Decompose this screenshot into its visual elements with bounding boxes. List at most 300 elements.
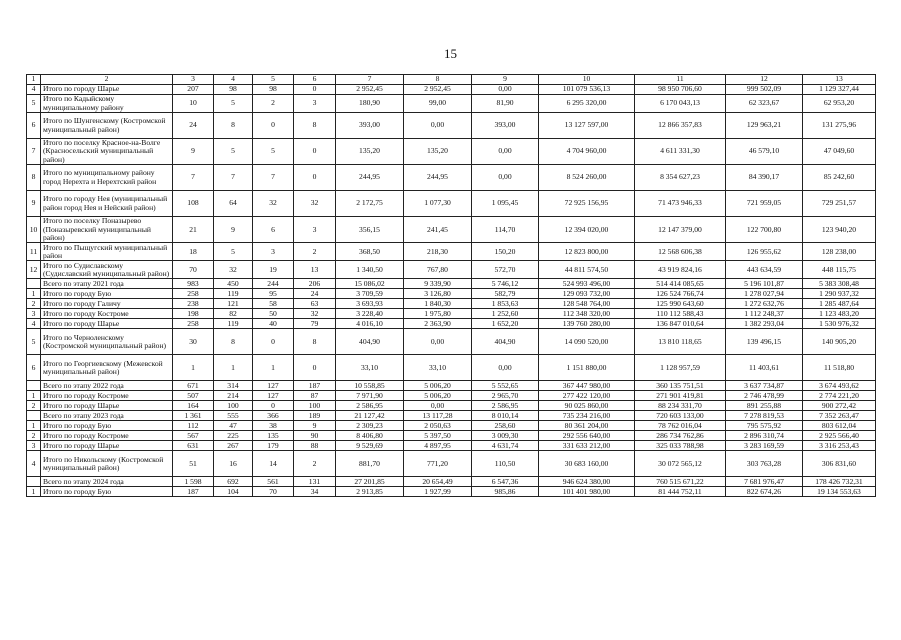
value-cell: 1 290 937,32 bbox=[803, 289, 876, 299]
table-row bbox=[27, 477, 876, 487]
value-cell: 6 295 320,00 bbox=[539, 95, 635, 113]
header-cell: 2 bbox=[41, 75, 173, 85]
row-index-cell: 2 bbox=[27, 401, 41, 411]
table-row bbox=[27, 261, 876, 279]
table-row bbox=[27, 289, 876, 299]
value-cell: 123 940,20 bbox=[803, 217, 876, 243]
value-cell: 448 115,75 bbox=[803, 261, 876, 279]
value-cell: 8 bbox=[214, 329, 253, 355]
value-cell: 32 bbox=[214, 261, 253, 279]
value-cell: 12 823 800,00 bbox=[539, 243, 635, 261]
value-cell: 2 050,63 bbox=[404, 421, 472, 431]
header-cell: 13 bbox=[803, 75, 876, 85]
row-name-cell: Итого по поселку Поназырево (Поназыревский муниципальный район) bbox=[41, 217, 173, 243]
row-name-cell: Итого по Кадыйскому муниципальному району bbox=[41, 95, 173, 113]
value-cell: 2 bbox=[294, 451, 336, 477]
value-cell: 8 010,14 bbox=[472, 411, 539, 421]
value-cell: 1 340,50 bbox=[336, 261, 404, 279]
value-cell: 16 bbox=[214, 451, 253, 477]
value-cell: 80 361 204,00 bbox=[539, 421, 635, 431]
value-cell: 129 093 732,00 bbox=[539, 289, 635, 299]
value-cell: 98 950 706,60 bbox=[635, 85, 726, 95]
row-name-cell: Итого по Судиславскому (Судиславский муниципальный район) bbox=[41, 261, 173, 279]
value-cell: 121 bbox=[214, 299, 253, 309]
header-cell: 12 bbox=[726, 75, 803, 85]
value-cell: 0,00 bbox=[404, 401, 472, 411]
value-cell: 110 112 588,43 bbox=[635, 309, 726, 319]
value-cell: 13 810 118,65 bbox=[635, 329, 726, 355]
row-name-cell: Итого по Черноленскому (Костромской муниципальный район) bbox=[41, 329, 173, 355]
value-cell: 225 bbox=[214, 431, 253, 441]
value-cell: 9 bbox=[214, 217, 253, 243]
value-cell: 1 129 327,44 bbox=[803, 85, 876, 95]
value-cell: 3 bbox=[294, 95, 336, 113]
table-row bbox=[27, 95, 876, 113]
header-cell: 6 bbox=[294, 75, 336, 85]
header-cell: 3 bbox=[173, 75, 214, 85]
header-cell: 1 bbox=[27, 75, 41, 85]
table-row bbox=[27, 217, 876, 243]
value-cell: 90 bbox=[294, 431, 336, 441]
value-cell: 27 201,85 bbox=[336, 477, 404, 487]
value-cell: 4 897,95 bbox=[404, 441, 472, 451]
value-cell: 24 bbox=[173, 113, 214, 139]
value-cell: 771,20 bbox=[404, 451, 472, 477]
value-cell: 21 bbox=[173, 217, 214, 243]
value-cell: 241,45 bbox=[404, 217, 472, 243]
row-name-cell: Итого по городу Шарье bbox=[41, 401, 173, 411]
value-cell: 131 bbox=[294, 477, 336, 487]
row-name-cell: Итого по Никольскому (Костромской муниципальный район) bbox=[41, 451, 173, 477]
row-name-cell: Всего по этапу 2021 года bbox=[41, 279, 173, 289]
value-cell: 51 bbox=[173, 451, 214, 477]
value-cell: 3 228,40 bbox=[336, 309, 404, 319]
value-cell: 767,80 bbox=[404, 261, 472, 279]
table-row bbox=[27, 487, 876, 497]
table-row bbox=[27, 329, 876, 355]
value-cell: 0,00 bbox=[404, 329, 472, 355]
row-index-cell bbox=[27, 477, 41, 487]
table-row bbox=[27, 165, 876, 191]
value-cell: 71 473 946,33 bbox=[635, 191, 726, 217]
value-cell: 404,90 bbox=[336, 329, 404, 355]
value-cell: 1 853,63 bbox=[472, 299, 539, 309]
value-cell: 214 bbox=[214, 391, 253, 401]
value-cell: 238 bbox=[173, 299, 214, 309]
value-cell: 1 252,60 bbox=[472, 309, 539, 319]
row-name-cell: Итого по Пыщугский муниципальный район bbox=[41, 243, 173, 261]
value-cell: 13 117,28 bbox=[404, 411, 472, 421]
value-cell: 1 112 248,37 bbox=[726, 309, 803, 319]
value-cell: 101 079 536,13 bbox=[539, 85, 635, 95]
value-cell: 1 382 293,04 bbox=[726, 319, 803, 329]
row-index-cell bbox=[27, 279, 41, 289]
value-cell: 128 548 764,00 bbox=[539, 299, 635, 309]
value-cell: 244,95 bbox=[336, 165, 404, 191]
value-cell: 1 975,80 bbox=[404, 309, 472, 319]
value-cell: 140 905,20 bbox=[803, 329, 876, 355]
value-cell: 5 746,12 bbox=[472, 279, 539, 289]
value-cell: 258,60 bbox=[472, 421, 539, 431]
value-cell: 2 bbox=[253, 95, 294, 113]
value-cell: 21 127,42 bbox=[336, 411, 404, 421]
header-cell: 8 bbox=[404, 75, 472, 85]
value-cell: 1 840,30 bbox=[404, 299, 472, 309]
value-cell: 760 515 671,22 bbox=[635, 477, 726, 487]
row-index-cell: 4 bbox=[27, 85, 41, 95]
value-cell: 87 bbox=[294, 391, 336, 401]
value-cell: 582,79 bbox=[472, 289, 539, 299]
table-row bbox=[27, 355, 876, 381]
value-cell: 13 127 597,00 bbox=[539, 113, 635, 139]
row-index-cell: 8 bbox=[27, 165, 41, 191]
value-cell: 331 633 212,00 bbox=[539, 441, 635, 451]
value-cell: 7 971,90 bbox=[336, 391, 404, 401]
row-name-cell: Всего по этапу 2024 года bbox=[41, 477, 173, 487]
row-index-cell: 1 bbox=[27, 289, 41, 299]
value-cell: 178 426 732,31 bbox=[803, 477, 876, 487]
value-cell: 4 016,10 bbox=[336, 319, 404, 329]
value-cell: 139 760 280,00 bbox=[539, 319, 635, 329]
value-cell: 6 bbox=[253, 217, 294, 243]
value-cell: 5 bbox=[253, 139, 294, 165]
value-cell: 404,90 bbox=[472, 329, 539, 355]
value-cell: 19 134 553,63 bbox=[803, 487, 876, 497]
value-cell: 721 959,05 bbox=[726, 191, 803, 217]
value-cell: 12 568 606,38 bbox=[635, 243, 726, 261]
value-cell: 303 763,28 bbox=[726, 451, 803, 477]
value-cell: 2 746 478,99 bbox=[726, 391, 803, 401]
value-cell: 572,70 bbox=[472, 261, 539, 279]
value-cell: 5 006,20 bbox=[404, 391, 472, 401]
row-name-cell: Всего по этапу 2022 года bbox=[41, 381, 173, 391]
value-cell: 555 bbox=[214, 411, 253, 421]
value-cell: 1 095,45 bbox=[472, 191, 539, 217]
row-index-cell: 1 bbox=[27, 391, 41, 401]
value-cell: 0 bbox=[253, 113, 294, 139]
row-name-cell: Итого по городу Шарье bbox=[41, 85, 173, 95]
value-cell: 360 135 751,51 bbox=[635, 381, 726, 391]
value-cell: 128 238,00 bbox=[803, 243, 876, 261]
value-cell: 218,30 bbox=[404, 243, 472, 261]
value-cell: 2 952,45 bbox=[404, 85, 472, 95]
value-cell: 63 bbox=[294, 299, 336, 309]
value-cell: 393,00 bbox=[336, 113, 404, 139]
value-cell: 314 bbox=[214, 381, 253, 391]
value-cell: 122 700,80 bbox=[726, 217, 803, 243]
value-cell: 198 bbox=[173, 309, 214, 319]
value-cell: 70 bbox=[253, 487, 294, 497]
value-cell: 5 552,65 bbox=[472, 381, 539, 391]
value-cell: 267 bbox=[214, 441, 253, 451]
value-cell: 8 bbox=[294, 113, 336, 139]
value-cell: 3 709,59 bbox=[336, 289, 404, 299]
value-cell: 6 547,36 bbox=[472, 477, 539, 487]
header-cell: 10 bbox=[539, 75, 635, 85]
value-cell: 131 275,96 bbox=[803, 113, 876, 139]
value-cell: 101 401 980,00 bbox=[539, 487, 635, 497]
value-cell: 30 bbox=[173, 329, 214, 355]
value-cell: 4 611 331,30 bbox=[635, 139, 726, 165]
table-body bbox=[27, 85, 876, 497]
row-index-cell: 4 bbox=[27, 319, 41, 329]
value-cell: 38 bbox=[253, 421, 294, 431]
value-cell: 40 bbox=[253, 319, 294, 329]
value-cell: 900 272,42 bbox=[803, 401, 876, 411]
value-cell: 10 558,85 bbox=[336, 381, 404, 391]
value-cell: 277 422 120,00 bbox=[539, 391, 635, 401]
row-index-cell: 4 bbox=[27, 451, 41, 477]
value-cell: 0,00 bbox=[472, 85, 539, 95]
value-cell: 47 bbox=[214, 421, 253, 431]
table-row bbox=[27, 309, 876, 319]
row-index-cell: 6 bbox=[27, 355, 41, 381]
row-index-cell: 3 bbox=[27, 441, 41, 451]
value-cell: 84 390,17 bbox=[726, 165, 803, 191]
header-cell: 4 bbox=[214, 75, 253, 85]
value-cell: 150,20 bbox=[472, 243, 539, 261]
value-cell: 7 278 819,53 bbox=[726, 411, 803, 421]
value-cell: 24 bbox=[294, 289, 336, 299]
value-cell: 112 348 320,00 bbox=[539, 309, 635, 319]
value-cell: 187 bbox=[173, 487, 214, 497]
value-cell: 99,00 bbox=[404, 95, 472, 113]
table-row bbox=[27, 279, 876, 289]
value-cell: 8 bbox=[294, 329, 336, 355]
value-cell: 2 363,90 bbox=[404, 319, 472, 329]
row-index-cell: 2 bbox=[27, 299, 41, 309]
value-cell: 1 123 483,20 bbox=[803, 309, 876, 319]
table-row bbox=[27, 243, 876, 261]
value-cell: 450 bbox=[214, 279, 253, 289]
data-table bbox=[26, 74, 876, 497]
header-cell: 11 bbox=[635, 75, 726, 85]
value-cell: 2 309,23 bbox=[336, 421, 404, 431]
row-name-cell: Итого по городу Костроме bbox=[41, 309, 173, 319]
value-cell: 0 bbox=[294, 165, 336, 191]
value-cell: 58 bbox=[253, 299, 294, 309]
value-cell: 1 077,30 bbox=[404, 191, 472, 217]
value-cell: 12 866 357,83 bbox=[635, 113, 726, 139]
value-cell: 803 612,04 bbox=[803, 421, 876, 431]
value-cell: 983 bbox=[173, 279, 214, 289]
value-cell: 14 090 520,00 bbox=[539, 329, 635, 355]
value-cell: 0,00 bbox=[472, 165, 539, 191]
value-cell: 3 693,93 bbox=[336, 299, 404, 309]
value-cell: 3 126,80 bbox=[404, 289, 472, 299]
row-index-cell: 2 bbox=[27, 431, 41, 441]
value-cell: 114,70 bbox=[472, 217, 539, 243]
value-cell: 1 530 976,32 bbox=[803, 319, 876, 329]
value-cell: 164 bbox=[173, 401, 214, 411]
row-name-cell: Итого по городу Нея (муниципальный район город Нея и Нейский район) bbox=[41, 191, 173, 217]
value-cell: 946 624 380,00 bbox=[539, 477, 635, 487]
value-cell: 64 bbox=[214, 191, 253, 217]
value-cell: 95 bbox=[253, 289, 294, 299]
row-name-cell: Итого по городу Шарье bbox=[41, 441, 173, 451]
value-cell: 286 734 762,86 bbox=[635, 431, 726, 441]
value-cell: 1 361 bbox=[173, 411, 214, 421]
value-cell: 1 285 487,64 bbox=[803, 299, 876, 309]
table-row bbox=[27, 191, 876, 217]
value-cell: 985,86 bbox=[472, 487, 539, 497]
value-cell: 104 bbox=[214, 487, 253, 497]
value-cell: 127 bbox=[253, 381, 294, 391]
value-cell: 9 bbox=[173, 139, 214, 165]
value-cell: 44 811 574,50 bbox=[539, 261, 635, 279]
value-cell: 3 283 169,59 bbox=[726, 441, 803, 451]
value-cell: 514 414 085,65 bbox=[635, 279, 726, 289]
value-cell: 4 631,74 bbox=[472, 441, 539, 451]
value-cell: 11 403,61 bbox=[726, 355, 803, 381]
value-cell: 1 598 bbox=[173, 477, 214, 487]
value-cell: 12 394 020,00 bbox=[539, 217, 635, 243]
value-cell: 1 272 632,76 bbox=[726, 299, 803, 309]
value-cell: 524 993 496,00 bbox=[539, 279, 635, 289]
value-cell: 207 bbox=[173, 85, 214, 95]
value-cell: 567 bbox=[173, 431, 214, 441]
value-cell: 3 bbox=[253, 243, 294, 261]
value-cell: 6 170 043,13 bbox=[635, 95, 726, 113]
value-cell: 8 524 260,00 bbox=[539, 165, 635, 191]
value-cell: 119 bbox=[214, 289, 253, 299]
value-cell: 32 bbox=[294, 191, 336, 217]
value-cell: 367 447 980,00 bbox=[539, 381, 635, 391]
value-cell: 98 bbox=[253, 85, 294, 95]
header-row bbox=[27, 75, 876, 85]
value-cell: 292 556 640,00 bbox=[539, 431, 635, 441]
value-cell: 10 bbox=[173, 95, 214, 113]
value-cell: 8 bbox=[214, 113, 253, 139]
value-cell: 14 bbox=[253, 451, 294, 477]
value-cell: 720 603 133,00 bbox=[635, 411, 726, 421]
value-cell: 0 bbox=[294, 139, 336, 165]
table-row bbox=[27, 319, 876, 329]
value-cell: 47 049,60 bbox=[803, 139, 876, 165]
value-cell: 85 242,60 bbox=[803, 165, 876, 191]
value-cell: 2 952,45 bbox=[336, 85, 404, 95]
value-cell: 33,10 bbox=[404, 355, 472, 381]
value-cell: 2 925 566,40 bbox=[803, 431, 876, 441]
table-row bbox=[27, 85, 876, 95]
row-index-cell: 7 bbox=[27, 139, 41, 165]
value-cell: 81,90 bbox=[472, 95, 539, 113]
value-cell: 9 529,69 bbox=[336, 441, 404, 451]
table-row bbox=[27, 441, 876, 451]
table-row bbox=[27, 391, 876, 401]
row-index-cell: 1 bbox=[27, 421, 41, 431]
value-cell: 100 bbox=[294, 401, 336, 411]
value-cell: 7 bbox=[253, 165, 294, 191]
value-cell: 206 bbox=[294, 279, 336, 289]
value-cell: 179 bbox=[253, 441, 294, 451]
value-cell: 3 009,30 bbox=[472, 431, 539, 441]
row-name-cell: Итого по городу Костроме bbox=[41, 391, 173, 401]
value-cell: 443 634,59 bbox=[726, 261, 803, 279]
value-cell: 2 774 221,20 bbox=[803, 391, 876, 401]
row-index-cell: 1 bbox=[27, 487, 41, 497]
value-cell: 32 bbox=[253, 191, 294, 217]
value-cell: 100 bbox=[214, 401, 253, 411]
value-cell: 33,10 bbox=[336, 355, 404, 381]
value-cell: 1 bbox=[214, 355, 253, 381]
value-cell: 258 bbox=[173, 319, 214, 329]
value-cell: 8 354 627,23 bbox=[635, 165, 726, 191]
value-cell: 0,00 bbox=[472, 139, 539, 165]
value-cell: 90 025 860,00 bbox=[539, 401, 635, 411]
value-cell: 15 086,02 bbox=[336, 279, 404, 289]
value-cell: 692 bbox=[214, 477, 253, 487]
value-cell: 561 bbox=[253, 477, 294, 487]
value-cell: 999 502,09 bbox=[726, 85, 803, 95]
value-cell: 258 bbox=[173, 289, 214, 299]
value-cell: 881,70 bbox=[336, 451, 404, 477]
table-row bbox=[27, 421, 876, 431]
value-cell: 70 bbox=[173, 261, 214, 279]
value-cell: 0,00 bbox=[472, 355, 539, 381]
value-cell: 3 674 493,62 bbox=[803, 381, 876, 391]
value-cell: 9 339,90 bbox=[404, 279, 472, 289]
value-cell: 46 579,10 bbox=[726, 139, 803, 165]
value-cell: 135,20 bbox=[404, 139, 472, 165]
value-cell: 7 bbox=[214, 165, 253, 191]
value-cell: 9 bbox=[294, 421, 336, 431]
value-cell: 0 bbox=[294, 355, 336, 381]
value-cell: 271 901 419,81 bbox=[635, 391, 726, 401]
value-cell: 119 bbox=[214, 319, 253, 329]
value-cell: 5 397,50 bbox=[404, 431, 472, 441]
value-cell: 1 bbox=[253, 355, 294, 381]
header-cell: 7 bbox=[336, 75, 404, 85]
value-cell: 244 bbox=[253, 279, 294, 289]
value-cell: 822 674,26 bbox=[726, 487, 803, 497]
value-cell: 0 bbox=[253, 329, 294, 355]
value-cell: 12 147 379,00 bbox=[635, 217, 726, 243]
row-name-cell: Всего по этапу 2023 года bbox=[41, 411, 173, 421]
value-cell: 356,15 bbox=[336, 217, 404, 243]
row-name-cell: Итого по городу Бую bbox=[41, 289, 173, 299]
value-cell: 1 278 027,94 bbox=[726, 289, 803, 299]
row-name-cell: Итого по городу Галичу bbox=[41, 299, 173, 309]
value-cell: 795 575,92 bbox=[726, 421, 803, 431]
value-cell: 20 654,49 bbox=[404, 477, 472, 487]
value-cell: 5 196 101,87 bbox=[726, 279, 803, 289]
value-cell: 2 913,85 bbox=[336, 487, 404, 497]
row-index-cell: 6 bbox=[27, 113, 41, 139]
value-cell: 3 637 734,87 bbox=[726, 381, 803, 391]
value-cell: 368,50 bbox=[336, 243, 404, 261]
value-cell: 126 955,62 bbox=[726, 243, 803, 261]
value-cell: 32 bbox=[294, 309, 336, 319]
value-cell: 11 518,80 bbox=[803, 355, 876, 381]
value-cell: 135 bbox=[253, 431, 294, 441]
value-cell: 5 bbox=[214, 95, 253, 113]
value-cell: 891 255,88 bbox=[726, 401, 803, 411]
row-name-cell: Итого по городу Бую bbox=[41, 421, 173, 431]
value-cell: 1 bbox=[173, 355, 214, 381]
value-cell: 366 bbox=[253, 411, 294, 421]
value-cell: 108 bbox=[173, 191, 214, 217]
table-row bbox=[27, 431, 876, 441]
table-row bbox=[27, 113, 876, 139]
value-cell: 129 963,21 bbox=[726, 113, 803, 139]
value-cell: 3 316 253,43 bbox=[803, 441, 876, 451]
value-cell: 7 bbox=[173, 165, 214, 191]
value-cell: 127 bbox=[253, 391, 294, 401]
table-row bbox=[27, 451, 876, 477]
value-cell: 34 bbox=[294, 487, 336, 497]
value-cell: 5 383 308,48 bbox=[803, 279, 876, 289]
